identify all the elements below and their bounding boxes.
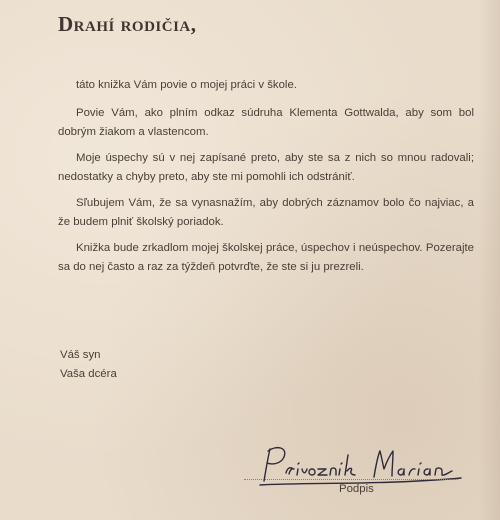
letter-body xyxy=(58,76,474,284)
paragraph-3: Moje úspechy sú v nej zapísané preto, aby ste sa z nich so mnou radovali; nedostatky a chyby preto, aby ste mi pomohli ich odstrániť. xyxy=(58,152,474,183)
page-edge-shadow xyxy=(478,0,500,520)
closing-block xyxy=(60,346,117,384)
paragraph-1: táto knižka Vám povie o mojej práci v škole. xyxy=(76,79,297,91)
signature-label: Podpis xyxy=(339,483,374,495)
document-title: Drahí rodičia, xyxy=(58,12,197,36)
paragraph-4: Sľubujem Vám, že sa vynasnažím, aby dobrých záznamov bolo čo najviac, a že budem plniť školský poriadok. xyxy=(58,197,474,228)
closing-daughter: Vaša dcéra xyxy=(60,368,117,380)
signature-line xyxy=(244,479,458,480)
paragraph-2: Povie Vám, ako plním odkaz súdruha Klementa Gottwalda, aby som bol dobrým žiakom a vlastencom. xyxy=(58,107,474,138)
closing-son: Váš syn xyxy=(60,349,101,361)
paragraph-5: Knižka bude zrkadlom mojej školskej práce, úspechov i neúspechov. Pozerajte sa do nej často a raz za týždeň potvrďte, že ste si ju prezreli. xyxy=(58,242,474,273)
